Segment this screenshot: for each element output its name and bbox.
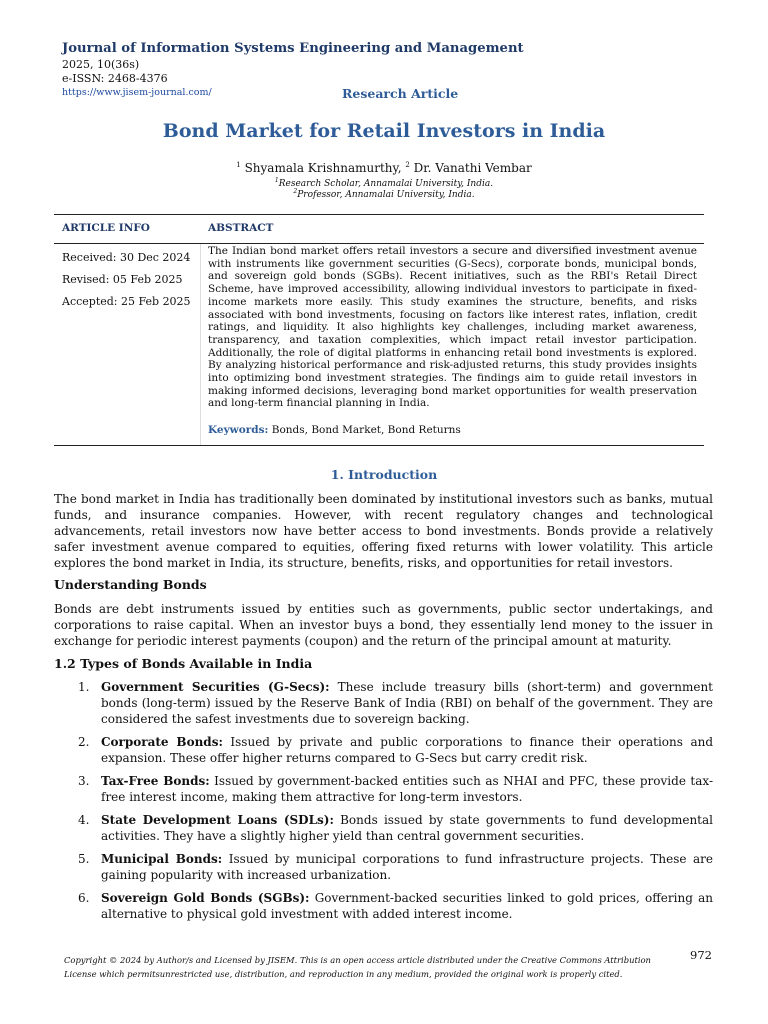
list-item-number: 5. [78,852,90,866]
understanding-bonds-paragraph: Bonds are debt instruments issued by entities such as governments, public sector undertakings, and corporations to raise capital. When an investor buys a bond, they essentially lend money to the issuer in exchange for periodic interest payments (coupon) and the return of the principal amount at maturity. [54,602,713,648]
section-heading-introduction: 1. Introduction [330,467,438,482]
received-date: Received: 30 Dec 2024 [62,251,191,264]
list-item-term: State Development Loans (SDLs): [101,813,334,827]
revised-date: Revised: 05 Feb 2025 [62,273,183,286]
keywords-values: Bonds, Bond Market, Bond Returns [268,424,461,436]
list-item-description: Bonds issued by state governments to fund developmental activities. They have a slightly higher yield than central government securities. [101,813,713,843]
author-1-superscript: 1 [236,161,241,169]
page-number: 972 [690,948,712,962]
affiliation-2 [0,188,768,200]
list-item-number: 4. [78,813,90,827]
author-line [0,161,768,175]
list-item-term: Sovereign Gold Bonds (SGBs): [101,891,310,905]
affiliation-2-superscript: 2 [293,188,298,195]
list-item-number: 1. [78,680,90,694]
author-1-name: Shyamala Krishnamurthy, [244,161,406,175]
subheading-understanding-bonds: Understanding Bonds [54,577,207,592]
list-item-term: Corporate Bonds: [101,735,223,749]
list-item-term: Municipal Bonds: [101,852,223,866]
list-item-description: These include treasury bills (short-term) and government bonds (long-term) issued by the Reserve Bank of India (RBI) on behalf of the government. They are considered the safest investments due to sovereign backing. [101,680,713,726]
list-item-number: 6. [78,891,90,905]
abstract-text: The Indian bond market offers retail investors a secure and diversified investment avenue with instruments like government securities (G-Secs), corporate bonds, municipal bonds, and sovereign gold bonds (SGBs). Recent initiatives, such as the RBI's Retail Direct Scheme, have improved accessibility, allowing individual investors to participate in fixed-income markets more easily. This study examines the structure, benefits, and risks associated with bond investments, focusing on factors like interest rates, inflation, credit ratings, and liquidity. It also highlights key challenges, including market awareness, transparency, and taxation complexities, which impact retail investor participation. Additionally, the role of digital platforms in enhancing retail bond investments is explored. By analyzing historical performance and risk-adjusted returns, this study provides insights into optimizing bond investment strategies. The findings aim to guide retail investors in making informed decisions, leveraging bond market opportunities for wealth preservation and long-term financial planning in India. [208,245,697,410]
list-item-number: 2. [78,735,90,749]
list-item [54,812,713,844]
list-item-description: Issued by government-backed entities such as NHAI and PFC, these provide tax-free interest income, making them attractive for long-term investors. [101,774,713,804]
header-divider [54,243,704,244]
journal-url-link[interactable]: https://www.jisem-journal.com/ [62,87,212,98]
accepted-date: Accepted: 25 Feb 2025 [62,295,191,308]
top-divider [54,214,704,215]
affiliation-1-text: Research Scholar, Annamalai University, India. [278,179,494,189]
author-2-superscript: 2 [405,161,410,169]
intro-paragraph: The bond market in India has traditionally been dominated by institutional investors such as banks, mutual funds, and insurance companies. However, with recent regulatory changes and technological advancements, retail investors now have better access to bond investments. Bonds provide a relatively safer investment avenue compared to equities, offering fixed returns with lower volatility. This article explores the bond market in India, its structure, benefits, risks, and opportunities for retail investors. [54,492,713,570]
list-item [54,679,713,727]
list-item-term: Government Securities (G-Secs): [101,680,330,694]
list-item [54,734,713,766]
subheading-types-of-bonds: 1.2 Types of Bonds Available in India [54,656,313,671]
keywords-line [208,424,461,436]
bottom-divider [54,445,704,446]
list-item-number: 3. [78,774,90,788]
list-item [54,773,713,805]
article-type-label: Research Article [342,86,459,101]
list-item-description: Issued by private and public corporations to finance their operations and expansion. These offer higher returns compared to G-Secs but carry credit risk. [101,735,714,765]
list-item-description: Government-backed securities linked to gold prices, offering an alternative to physical gold investment with added interest income. [101,891,713,921]
list-item-term: Tax-Free Bonds: [101,774,210,788]
bond-types-list [54,679,713,929]
author-2-name: Dr. Vanathi Vembar [413,161,532,175]
journal-title: Journal of Information Systems Engineering and Management [62,41,524,56]
affiliation-2-text: Professor, Annamalai University, India. [297,190,475,200]
article-info-heading: ARTICLE INFO [62,222,150,234]
keywords-label: Keywords: [208,424,269,436]
article-title: Bond Market for Retail Investors in India [162,120,606,142]
affiliation-1-superscript: 1 [274,177,279,184]
list-item-description: Issued by municipal corporations to fund infrastructure projects. These are gaining popularity with increased urbanization. [101,852,713,882]
copyright-notice: Copyright © 2024 by Author/s and Licensed by JISEM. This is an open access article distributed under the Creative Commons Attribution License which permitsunrestricted use, distribution, and reproduction in any medium, provided the original work is properly cited. [64,955,651,979]
issn: e-ISSN: 2468-4376 [62,72,168,85]
abstract-heading: ABSTRACT [208,222,274,234]
list-item [54,890,713,922]
column-divider [200,244,201,445]
volume-issue: 2025, 10(36s) [62,58,140,71]
list-item [54,851,713,883]
